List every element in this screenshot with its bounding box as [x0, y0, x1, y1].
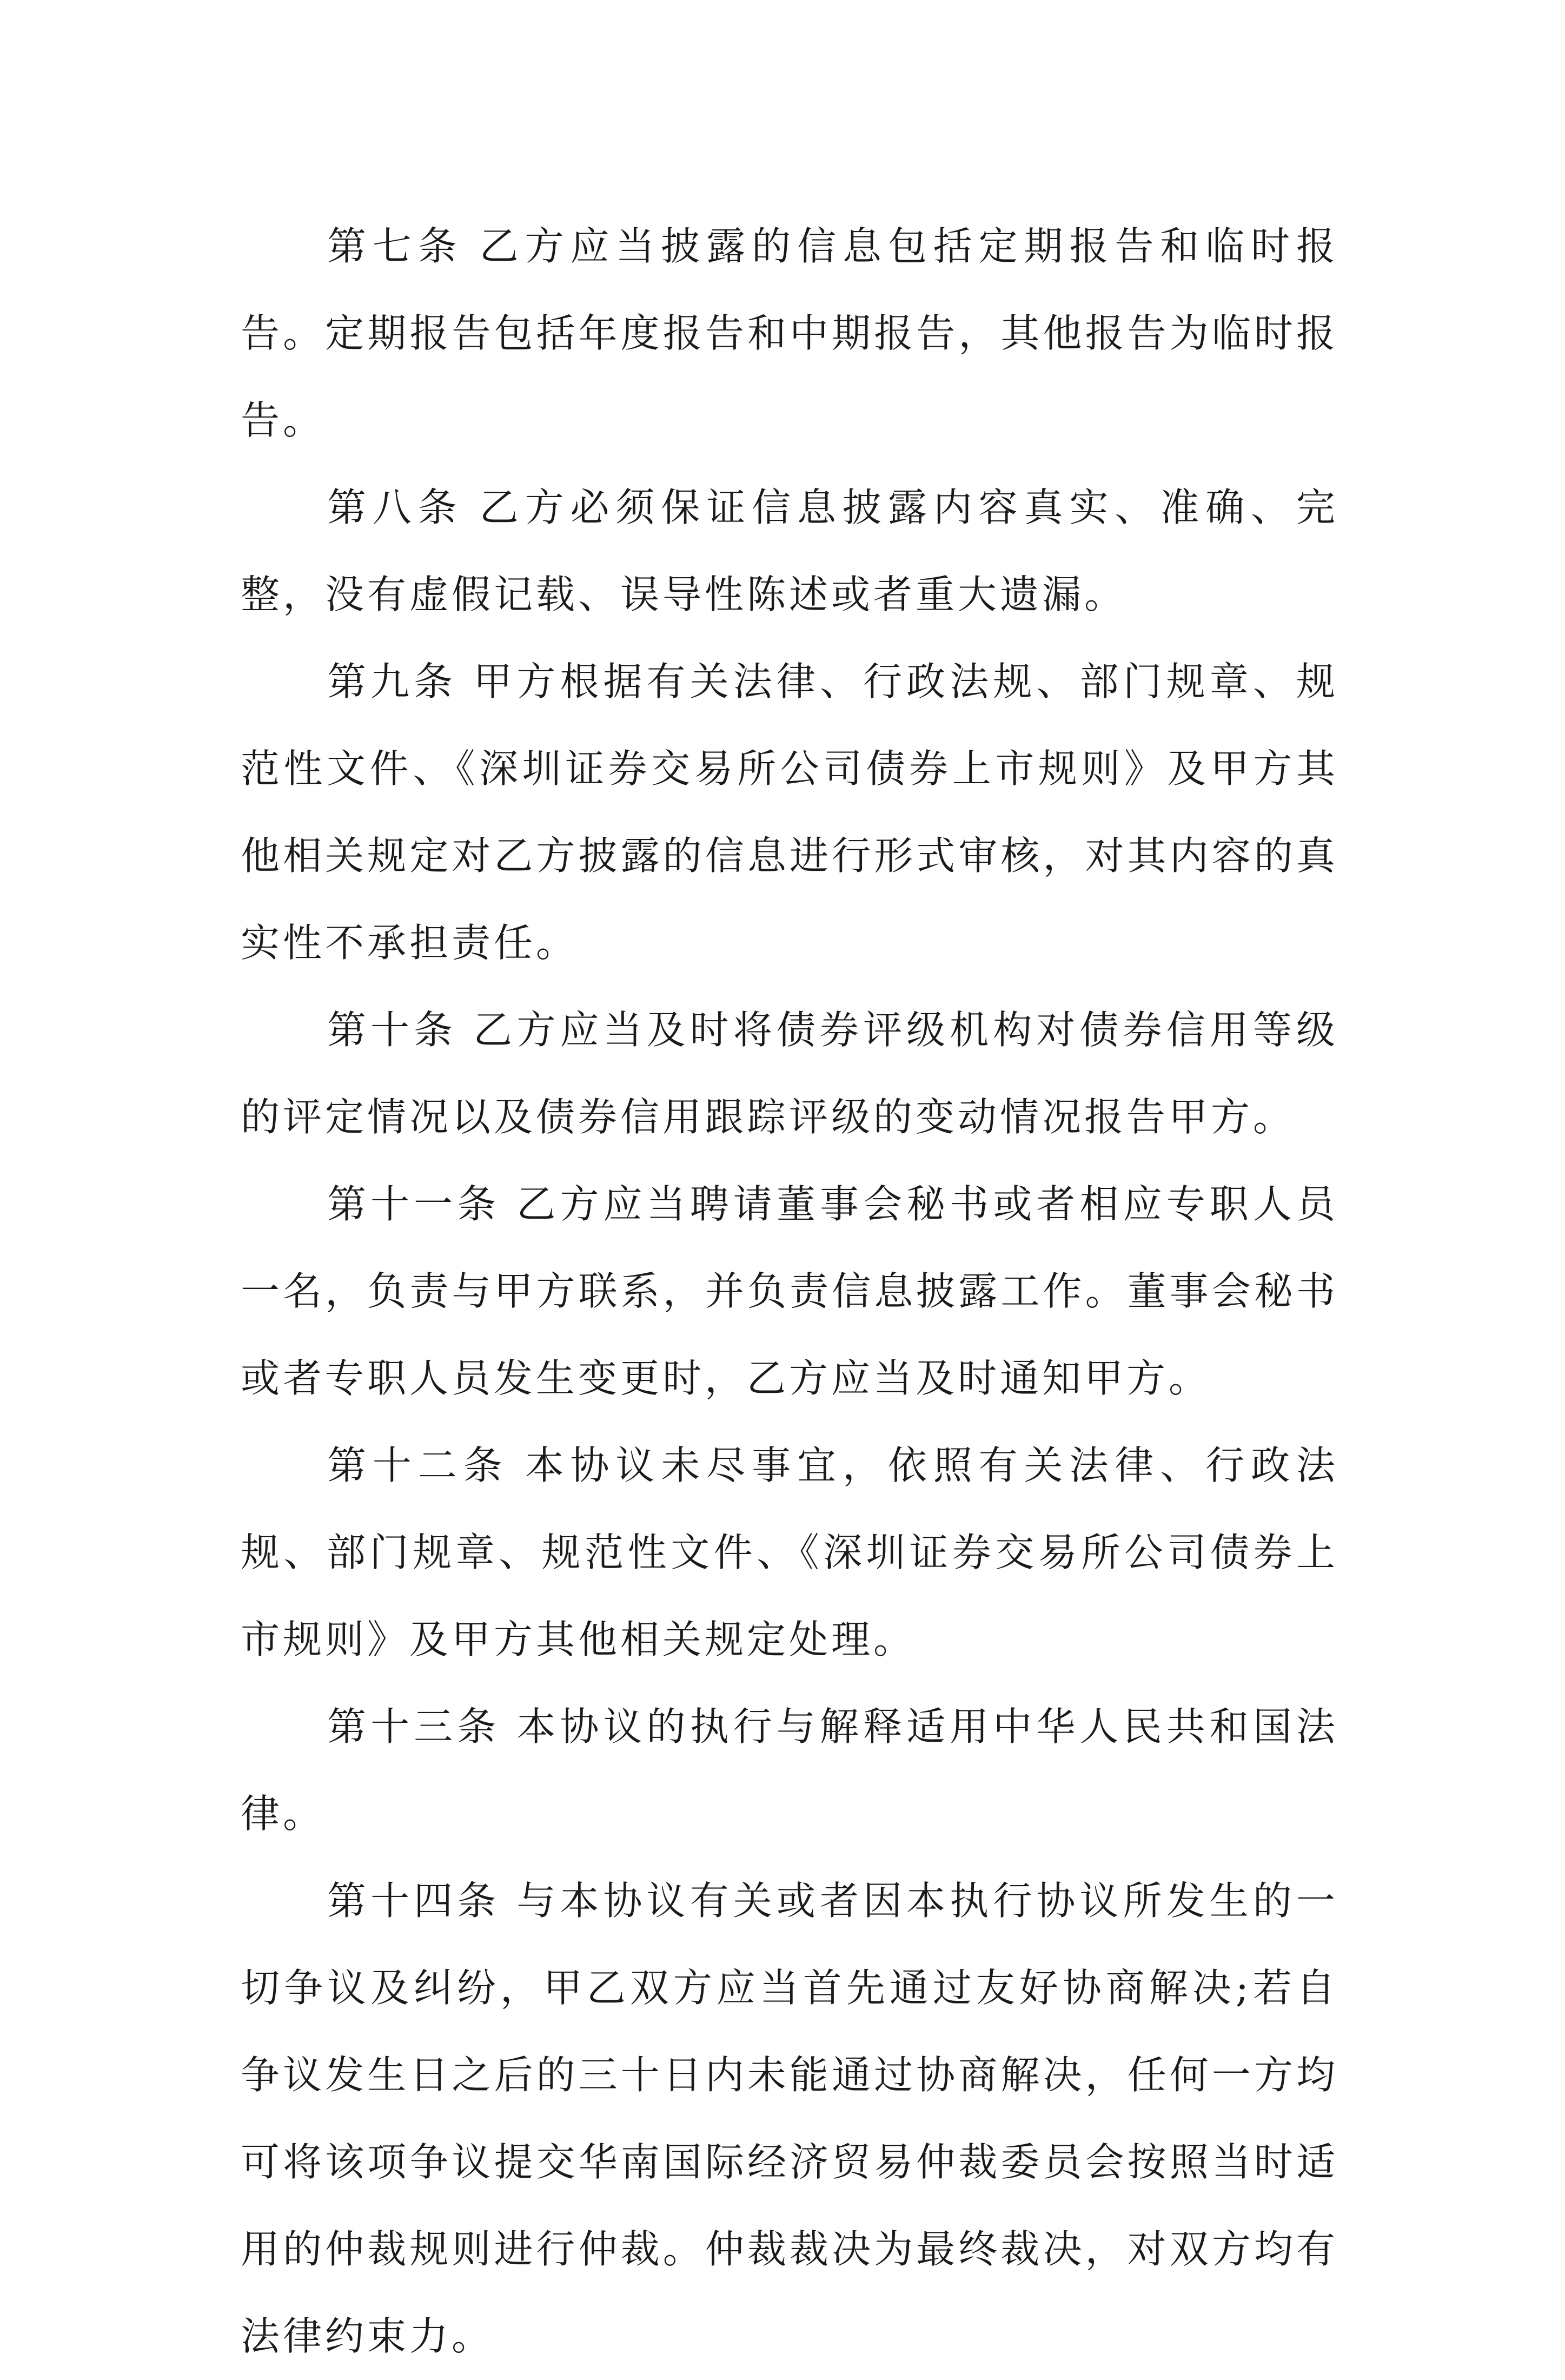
clause-text: 与本协议有关或者因本执行协议所发生的一切争议及纠纷，甲乙双方应当首先通过友好协商解决;若自争议发生日之后的三十日内未能通过协商解决，任何一方均可将该项争议提交华南国际经济贸易仲裁委员会按照当时适用的仲裁规则进行仲裁。仲裁裁决为最终裁决，对双方均有法律约束力。 [241, 1878, 1338, 2359]
clause-text: 乙方应当聘请董事会秘书或者相应专职人员一名，负责与甲方联系，并负责信息披露工作。董事会秘书或者专职人员发生变更时，乙方应当及时通知甲方。 [241, 1181, 1338, 1401]
clause-number: 第十一条 [327, 1181, 501, 1227]
clause-number: 第十条 [327, 1007, 457, 1053]
clause-text: 甲方根据有关法律、行政法规、部门规章、规范性文件、《深圳证券交易所公司债券上市规则》及甲方其他相关规定对乙方披露的信息进行形式审核，对其内容的真实性不承担责任。 [241, 659, 1338, 966]
document-body [241, 203, 1338, 2380]
clause-number: 第十二条 [327, 1443, 509, 1488]
clause-text: 本协议的执行与解释适用中华人民共和国法律。 [241, 1704, 1338, 1836]
clause-9 [241, 638, 1338, 987]
clause-number: 第九条 [327, 659, 457, 704]
clause-text: 乙方必须保证信息披露内容真实、准确、完整，没有虚假记载、误导性陈述或者重大遗漏。 [241, 485, 1338, 617]
clause-text: 乙方应当及时将债券评级机构对债券信用等级的评定情况以及债券信用跟踪评级的变动情况报告甲方。 [241, 1007, 1338, 1140]
clause-number: 第七条 [327, 223, 463, 269]
clause-12 [241, 1422, 1338, 1683]
clause-8 [241, 464, 1338, 638]
clause-number: 第十四条 [327, 1878, 501, 1923]
clause-number: 第八条 [327, 485, 463, 530]
clause-7 [241, 203, 1338, 464]
clause-text: 乙方应当披露的信息包括定期报告和临时报告。定期报告包括年度报告和中期报告，其他报告为临时报告。 [241, 223, 1338, 443]
clause-11 [241, 1161, 1338, 1422]
clause-13 [241, 1683, 1338, 1857]
clause-text: 本协议未尽事宜，依照有关法律、行政法规、部门规章、规范性文件、《深圳证券交易所公司债券上市规则》及甲方其他相关规定处理。 [241, 1443, 1338, 1662]
clause-number: 第十三条 [327, 1704, 501, 1749]
clause-14 [241, 1857, 1338, 2380]
clause-10 [241, 987, 1338, 1161]
